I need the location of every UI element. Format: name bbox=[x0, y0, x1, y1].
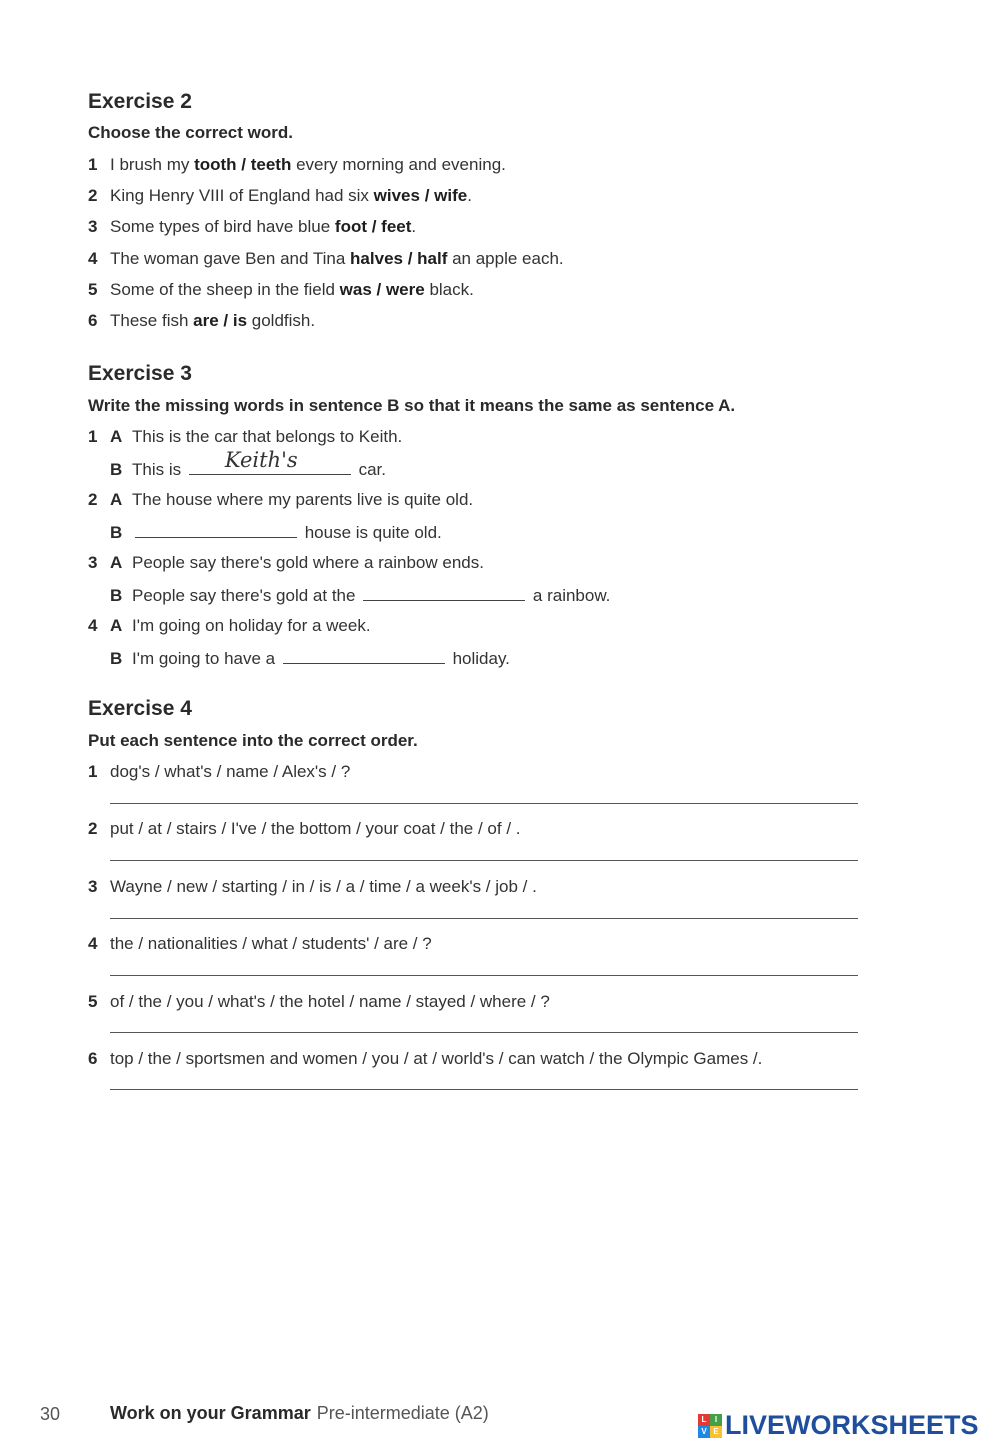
ex3-sentence-a: 1 A This is the car that belongs to Keith. bbox=[88, 427, 403, 446]
answer-blank[interactable] bbox=[283, 647, 445, 664]
exercise-2-title: Exercise 2 bbox=[88, 90, 192, 113]
ex4-item: 2 put / at / stairs / I've / the bottom / your coat / the / of / . bbox=[88, 819, 521, 838]
ex2-item: 4 The woman gave Ben and Tina halves / half an apple each. bbox=[88, 249, 564, 268]
answer-line[interactable] bbox=[110, 803, 858, 804]
exercise-3-instruction: Write the missing words in sentence B so that it means the same as sentence A. bbox=[88, 396, 736, 415]
word-choice[interactable]: wives / wife bbox=[373, 186, 468, 205]
word-choice[interactable]: was / were bbox=[339, 280, 425, 299]
handwritten-answer: Keith's bbox=[224, 448, 298, 472]
word-choice[interactable]: foot / feet bbox=[334, 217, 412, 236]
ex4-item: 6 top / the / sportsmen and women / you / at / world's / can watch / the Olympic Games /. bbox=[88, 1049, 763, 1068]
ex3-sentence-a: 3 A People say there's gold where a rainbow ends. bbox=[88, 553, 484, 572]
ex3-sentence-a: 4 A I'm going on holiday for a week. bbox=[88, 616, 371, 635]
ex3-sentence-a: 2 A The house where my parents live is quite old. bbox=[88, 490, 474, 509]
exercise-4-instruction: Put each sentence into the correct order. bbox=[88, 731, 418, 750]
ex2-item: 5 Some of the sheep in the field was / were black. bbox=[88, 280, 474, 299]
ex4-item: 5 of / the / you / what's / the hotel / name / stayed / where / ? bbox=[88, 992, 550, 1011]
book-title: Work on your Grammar bbox=[110, 1403, 311, 1423]
exercise-2-instruction: Choose the correct word. bbox=[88, 123, 293, 142]
ex2-item: 1 I brush my tooth / teeth every morning and evening. bbox=[88, 155, 506, 174]
answer-line[interactable] bbox=[110, 918, 858, 919]
word-choice[interactable]: are / is bbox=[193, 311, 248, 330]
word-choice[interactable]: halves / half bbox=[350, 249, 448, 268]
answer-line[interactable] bbox=[110, 1032, 858, 1033]
ex4-item: 4 the / nationalities / what / students' / are / ? bbox=[88, 934, 432, 953]
ex4-item: 3 Wayne / new / starting / in / is / a / time / a week's / job / . bbox=[88, 877, 537, 896]
ex3-sentence-b: B People say there's gold at the a rainbow. bbox=[110, 586, 611, 605]
ex3-sentence-b: B house is quite old. bbox=[110, 523, 442, 542]
liveworksheets-logo-icon: L I V E bbox=[698, 1414, 722, 1438]
ex2-item: 3 Some types of bird have blue foot / feet. bbox=[88, 217, 417, 236]
answer-blank[interactable] bbox=[135, 521, 297, 538]
ex2-item: 2 King Henry VIII of England had six wives / wife. bbox=[88, 186, 472, 205]
exercise-3-title: Exercise 3 bbox=[88, 362, 192, 385]
ex3-sentence-b: B This is Keith's car. bbox=[110, 448, 386, 479]
answer-blank[interactable] bbox=[363, 584, 525, 601]
answer-line[interactable] bbox=[110, 1089, 858, 1090]
page-number: 30 bbox=[40, 1404, 61, 1424]
ex2-item: 6 These fish are / is goldfish. bbox=[88, 311, 316, 330]
liveworksheets-brand[interactable] bbox=[698, 1410, 979, 1441]
ex3-sentence-b: B I'm going to have a holiday. bbox=[110, 649, 510, 668]
book-title-footer bbox=[110, 1403, 489, 1424]
ex4-item: 1 dog's / what's / name / Alex's / ? bbox=[88, 762, 351, 781]
word-choice[interactable]: tooth / teeth bbox=[194, 155, 292, 174]
answer-line[interactable] bbox=[110, 975, 858, 976]
answer-line[interactable] bbox=[110, 860, 858, 861]
book-level: Pre-intermediate (A2) bbox=[316, 1403, 489, 1423]
exercise-4-title: Exercise 4 bbox=[88, 697, 192, 720]
brand-name: LIVEWORKSHEETS bbox=[725, 1410, 979, 1440]
